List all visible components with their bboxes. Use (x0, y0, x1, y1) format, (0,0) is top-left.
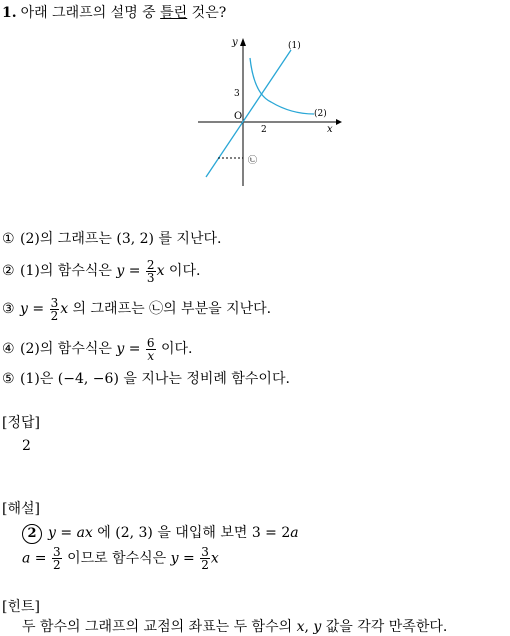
question-text: 아래 그래프의 설명 중 (20, 5, 161, 21)
answer-value: 2 (22, 438, 31, 454)
fraction-den: x (147, 348, 155, 363)
x-axis-arrow (336, 119, 342, 125)
solution-text: 에 (2, 3) 을 대입해 보면 3 = 2 (92, 525, 291, 541)
option-text-end: 이다. (164, 263, 201, 279)
answer-label: [정답] (2, 415, 40, 431)
hint-comma: , (304, 619, 314, 635)
solution-line-2 (22, 546, 219, 571)
math-eq: = (27, 301, 49, 317)
option-5[interactable] (2, 366, 290, 392)
math-var: x (60, 301, 69, 317)
question-title (2, 2, 226, 22)
math-var: y (313, 619, 322, 635)
option-text: (2)의 그래프는 (3, 2) 를 지난다. (20, 231, 222, 247)
question-underlined: 틀린 (160, 5, 188, 21)
tick-y-label: 3 (234, 89, 240, 99)
fraction-den: 2 (201, 558, 209, 572)
question-text-end: 것은? (187, 5, 227, 21)
option-2[interactable] (2, 258, 200, 284)
option-number: ⑤ (2, 371, 15, 387)
hint-text-b: 값을 각각 만족한다. (321, 619, 448, 635)
origin-label: O (234, 111, 243, 122)
option-number: ② (2, 263, 15, 279)
math-var: ax (76, 525, 93, 541)
curve1-label: (1) (288, 41, 301, 51)
math-eq: = (178, 550, 200, 567)
option-text: (2)의 함수식은 (20, 341, 117, 357)
math-eq: = (124, 341, 145, 357)
option-text: (1)은 (−4, −6) 을 지나는 정비례 함수이다. (20, 371, 290, 387)
fraction (52, 546, 62, 571)
x-axis-label: x (327, 124, 333, 135)
option-text: (1)의 함수식은 (20, 263, 117, 279)
option-4[interactable] (2, 336, 193, 362)
fraction-den: 3 (146, 270, 155, 285)
y-axis-label: y (232, 37, 238, 48)
tick-x-label: 2 (261, 125, 267, 135)
math-var: a (290, 525, 299, 541)
fraction (50, 297, 60, 322)
fraction-num: 6 (146, 335, 155, 350)
fraction (200, 546, 210, 571)
fraction-num: 3 (53, 545, 61, 559)
math-var: y (20, 301, 28, 317)
math-var: x (296, 619, 305, 635)
solution-text: 이므로 함수식은 (62, 550, 171, 567)
option-number: ③ (2, 301, 15, 317)
hint-text (22, 616, 447, 636)
solution-answer-circle: 2 (22, 524, 42, 544)
option-text-end: 의 그래프는 ㉡의 부분을 지난다. (68, 301, 272, 317)
math-eq: = (55, 525, 77, 541)
hint-label: [힌트] (2, 599, 40, 615)
region-label: ㉡ (248, 156, 258, 166)
fraction-den: 2 (53, 558, 61, 572)
math-var: x (156, 263, 165, 279)
hyperbola-curve-2 (250, 58, 314, 114)
fraction-den: 2 (50, 308, 59, 323)
option-number: ④ (2, 341, 15, 357)
fraction-num: 2 (146, 257, 155, 272)
solution-line-1 (22, 522, 299, 544)
math-var: y (170, 550, 179, 567)
fraction-num: 3 (201, 545, 209, 559)
hint-text-a: 두 함수의 그래프의 교점의 좌표는 두 함수의 (22, 619, 297, 635)
function-graph (196, 34, 346, 189)
math-eq: = (124, 263, 145, 279)
option-3[interactable] (2, 296, 271, 322)
fraction-num: 3 (50, 295, 59, 310)
math-var: x (210, 550, 219, 567)
fraction (146, 259, 156, 284)
math-eq: = (30, 550, 51, 567)
solution-label: [해설] (2, 501, 40, 517)
math-var: a (22, 550, 31, 567)
fraction (146, 337, 156, 362)
question-number: 1. (2, 5, 17, 21)
option-text-end: 이다. (156, 341, 193, 357)
option-number: ① (2, 231, 15, 247)
option-1[interactable] (2, 226, 221, 252)
math-var: y (48, 525, 56, 541)
curve2-label: (2) (314, 109, 327, 119)
math-var: y (116, 341, 125, 357)
y-axis-arrow (240, 38, 246, 46)
math-var: y (116, 263, 125, 279)
